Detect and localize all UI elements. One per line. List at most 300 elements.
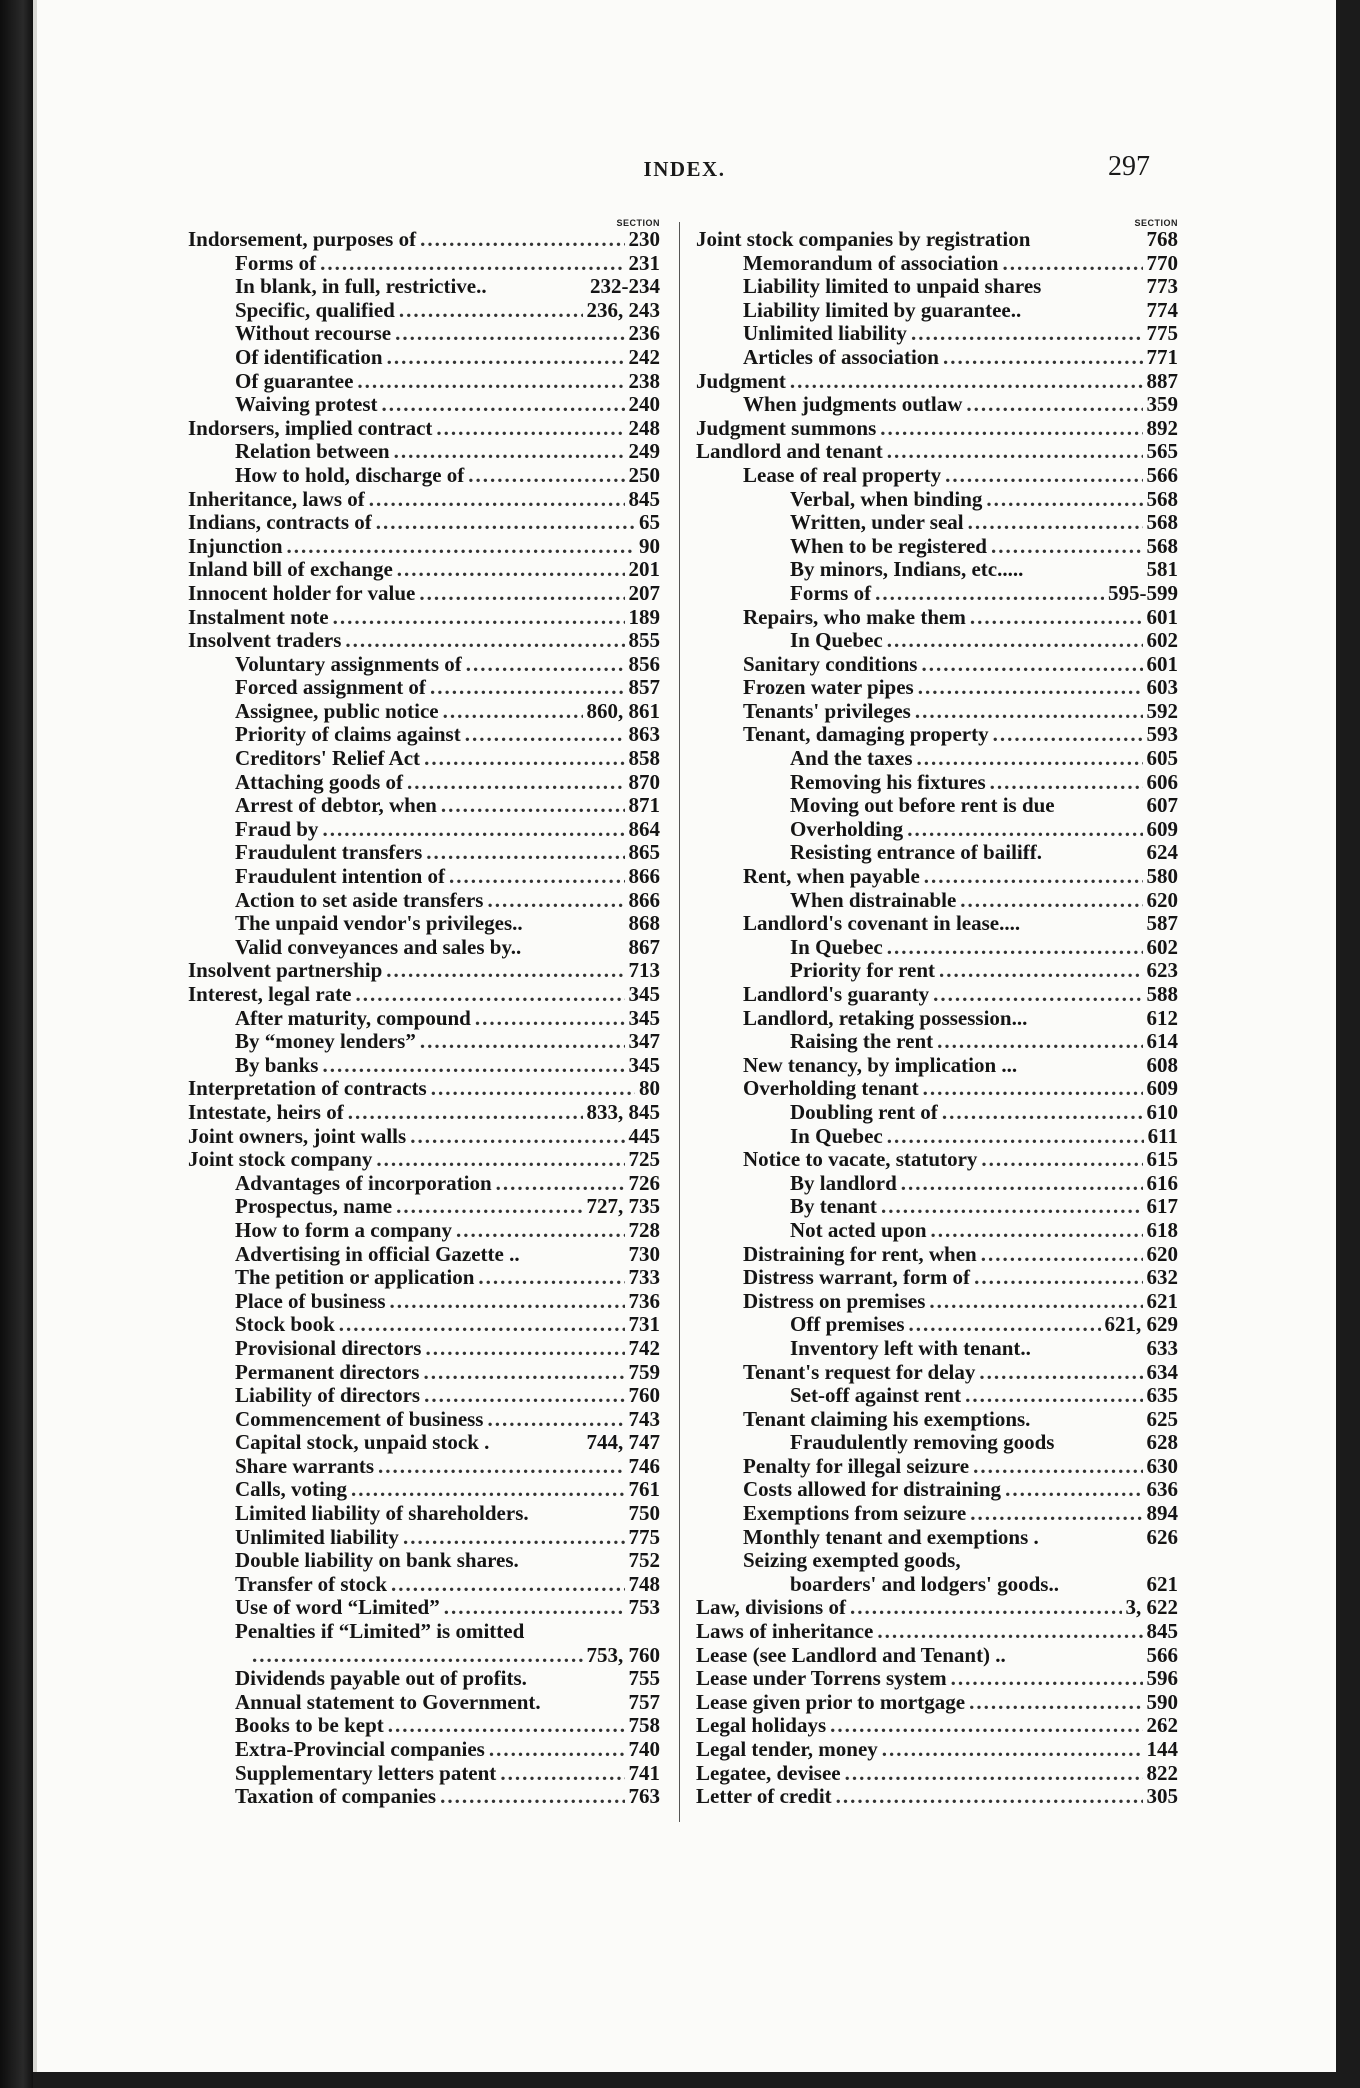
index-entry — [188, 1620, 660, 1644]
index-entry — [188, 1667, 660, 1691]
index-term: In blank, in full, restrictive.. — [235, 274, 487, 299]
dot-leader — [444, 1596, 625, 1620]
index-entry — [188, 1243, 660, 1267]
section-reference: 242 — [628, 344, 660, 369]
dot-leader — [970, 606, 1143, 630]
index-term: Tenant, damaging property — [743, 722, 989, 747]
section-reference: 760 — [628, 1383, 660, 1408]
section-reference: 615 — [1146, 1147, 1178, 1172]
index-entry — [696, 1266, 1178, 1290]
index-term: Joint stock company — [188, 1147, 373, 1172]
section-reference: 568 — [1146, 486, 1178, 511]
index-entry — [188, 1195, 660, 1219]
section-reference: 731 — [628, 1312, 660, 1337]
section-reference: 566 — [1146, 1642, 1178, 1667]
section-reference: 744, 747 — [586, 1430, 660, 1455]
section-reference: 770 — [1146, 250, 1178, 275]
index-entry — [188, 1478, 660, 1502]
index-entry — [696, 299, 1178, 323]
dot-leader — [376, 511, 635, 535]
index-term: Judgment — [696, 368, 786, 393]
index-term: Extra-Provincial companies — [235, 1737, 485, 1761]
book-page — [33, 0, 1336, 2072]
index-entry — [188, 228, 660, 252]
index-entry — [188, 1148, 660, 1172]
index-term: Unlimited liability — [235, 1524, 399, 1549]
section-reference: 606 — [1146, 769, 1178, 794]
index-term: Taxation of companies — [235, 1784, 437, 1809]
index-term: Joint stock companies by registration — [696, 227, 1031, 251]
index-term: Frozen water pipes — [743, 675, 914, 700]
section-reference: 845 — [628, 486, 660, 511]
index-entry — [188, 440, 660, 464]
section-reference: 230 — [628, 227, 660, 251]
index-entry — [188, 1290, 660, 1314]
dot-leader — [496, 1172, 625, 1196]
column-divider — [679, 222, 680, 1822]
index-entry — [188, 346, 660, 370]
index-term: Distraining for rent, when — [743, 1241, 977, 1266]
index-entry — [696, 535, 1178, 559]
dot-leader — [875, 582, 1104, 606]
index-entry — [696, 1549, 1178, 1573]
section-reference: 752 — [628, 1548, 660, 1573]
index-term: Lease given prior to mortgage — [696, 1689, 966, 1714]
index-term: Priority for rent — [790, 958, 936, 983]
index-entry — [188, 771, 660, 795]
index-entry — [696, 1172, 1178, 1196]
index-entry — [188, 1219, 660, 1243]
dot-leader — [430, 676, 625, 700]
section-reference: 845 — [1146, 1619, 1178, 1644]
dot-leader — [921, 653, 1142, 677]
section-reference: 565 — [1146, 439, 1178, 464]
section-reference: 621, 629 — [1104, 1312, 1178, 1337]
dot-leader — [465, 723, 625, 747]
dot-leader — [790, 370, 1143, 394]
index-term: How to form a company — [235, 1217, 452, 1242]
index-entry — [188, 1573, 660, 1597]
index-entry — [696, 1738, 1178, 1762]
section-reference: 3, 622 — [1125, 1595, 1178, 1620]
section-reference: 730 — [628, 1241, 660, 1266]
index-entry — [696, 228, 1178, 252]
dot-leader — [850, 1596, 1122, 1620]
index-entry — [696, 723, 1178, 747]
dot-leader — [441, 794, 625, 818]
dot-leader — [397, 558, 625, 582]
section-reference: 741 — [628, 1760, 660, 1785]
section-reference: 614 — [1146, 1029, 1178, 1054]
index-term: Indians, contracts of — [188, 510, 372, 535]
dot-leader — [376, 1148, 624, 1172]
dot-leader — [907, 818, 1142, 842]
index-entry — [188, 488, 660, 512]
index-term: Overholding — [790, 816, 904, 841]
index-entry — [188, 653, 660, 677]
index-entry — [696, 558, 1178, 582]
section-reference: 232-234 — [590, 274, 660, 299]
section-reference: 262 — [1146, 1713, 1178, 1738]
index-entry — [188, 889, 660, 913]
index-term: Distress on premises — [743, 1288, 926, 1313]
section-reference: 347 — [628, 1029, 660, 1054]
dot-leader — [973, 1455, 1142, 1479]
section-reference: 611 — [1147, 1123, 1178, 1148]
dot-leader — [423, 1361, 624, 1385]
index-term: Legal holidays — [696, 1713, 827, 1738]
section-reference: 610 — [1146, 1099, 1178, 1124]
index-entry — [188, 299, 660, 323]
index-term: Injunction — [188, 533, 283, 558]
section-reference: 568 — [1146, 510, 1178, 535]
index-entry — [188, 511, 660, 535]
dot-leader — [969, 1691, 1142, 1715]
dot-leader — [388, 1714, 625, 1738]
index-entry — [696, 1243, 1178, 1267]
section-reference: 775 — [1146, 321, 1178, 346]
dot-leader — [933, 983, 1142, 1007]
index-entry — [188, 417, 660, 441]
dot-leader — [419, 582, 624, 606]
section-reference: 753 — [628, 1595, 660, 1620]
section-reference: 748 — [628, 1571, 660, 1596]
index-term: By landlord — [790, 1170, 897, 1195]
index-entry — [188, 1313, 660, 1337]
dot-leader — [881, 1195, 1143, 1219]
section-column-label: SECTION — [616, 218, 660, 228]
index-term: Forms of — [235, 250, 317, 275]
index-term: Repairs, who make them — [743, 604, 966, 629]
index-entry — [696, 794, 1178, 818]
dot-leader — [425, 1337, 624, 1361]
index-entry — [188, 1125, 660, 1149]
section-reference: 634 — [1146, 1359, 1178, 1384]
dot-leader — [909, 1313, 1101, 1337]
index-entry — [188, 322, 660, 346]
section-reference: 855 — [628, 628, 660, 653]
index-entry — [696, 771, 1178, 795]
dot-leader — [931, 1219, 1143, 1243]
index-entry — [696, 1596, 1178, 1620]
dot-leader — [436, 417, 624, 441]
section-reference: 727, 735 — [586, 1194, 660, 1219]
dot-leader — [918, 676, 1143, 700]
dot-leader — [399, 299, 583, 323]
index-entry — [696, 606, 1178, 630]
index-term: Landlord, retaking possession... — [743, 1005, 1028, 1030]
dot-leader — [981, 1243, 1143, 1267]
index-entry — [696, 417, 1178, 441]
section-reference: 743 — [628, 1406, 660, 1431]
index-entry — [188, 1714, 660, 1738]
section-reference: 758 — [628, 1713, 660, 1738]
section-reference: 856 — [628, 651, 660, 676]
index-entry — [696, 700, 1178, 724]
index-term: Raising the rent — [790, 1029, 934, 1054]
index-entry — [188, 1549, 660, 1573]
index-term: Action to set aside transfers — [235, 887, 484, 912]
section-reference: 866 — [628, 864, 660, 889]
index-entry — [696, 393, 1178, 417]
section-reference: 860, 861 — [586, 698, 660, 723]
index-term: Forms of — [790, 580, 872, 605]
section-reference: 596 — [1146, 1666, 1178, 1691]
index-entry — [188, 841, 660, 865]
index-entry — [188, 723, 660, 747]
index-entry — [696, 1077, 1178, 1101]
index-entry — [188, 252, 660, 276]
dot-leader — [887, 936, 1143, 960]
index-entry — [696, 1337, 1178, 1361]
index-term: Moving out before rent is due — [790, 793, 1055, 818]
index-entry — [696, 440, 1178, 464]
dot-leader — [386, 959, 624, 983]
index-term: Use of word “Limited” — [235, 1595, 440, 1620]
section-reference: 623 — [1146, 958, 1178, 983]
section-reference: 445 — [628, 1123, 660, 1148]
section-reference: 207 — [628, 580, 660, 605]
index-term: After maturity, compound — [235, 1005, 471, 1030]
dot-leader — [979, 1361, 1142, 1385]
section-reference: 866 — [628, 887, 660, 912]
section-reference: 587 — [1146, 911, 1178, 936]
index-term: Fraudulent transfers — [235, 840, 423, 865]
dot-leader — [923, 1077, 1143, 1101]
dot-leader — [877, 1620, 1142, 1644]
dot-leader — [320, 252, 624, 276]
index-term: Distress warrant, form of — [743, 1265, 971, 1290]
index-term: Interpretation of contracts — [188, 1076, 427, 1101]
section-reference: 236, 243 — [586, 297, 660, 322]
index-entry — [696, 1219, 1178, 1243]
section-reference: 761 — [628, 1477, 660, 1502]
index-term: The petition or application — [235, 1265, 475, 1290]
dot-leader — [369, 488, 625, 512]
index-term: Rent, when payable — [743, 864, 920, 889]
dot-leader — [974, 1266, 1142, 1290]
index-term: Of identification — [235, 344, 383, 369]
index-entry — [188, 1762, 660, 1786]
dot-leader — [960, 889, 1142, 913]
section-reference: 616 — [1146, 1170, 1178, 1195]
index-term: Removing his fixtures — [790, 769, 986, 794]
index-term: Commencement of business — [235, 1406, 484, 1431]
dot-leader — [1003, 252, 1143, 276]
dot-leader — [466, 653, 625, 677]
index-term: Advantages of incorporation — [235, 1170, 492, 1195]
index-term: Articles of association — [743, 344, 939, 369]
section-reference: 238 — [628, 368, 660, 393]
index-entry — [188, 582, 660, 606]
section-reference: 566 — [1146, 462, 1178, 487]
index-term: Annual statement to Government. — [235, 1689, 541, 1714]
section-reference: 868 — [628, 911, 660, 936]
dot-leader — [382, 393, 625, 417]
section-reference: 345 — [628, 1005, 660, 1030]
index-entry — [696, 322, 1178, 346]
index-term: Liability limited to unpaid shares — [743, 274, 1042, 299]
dot-leader — [830, 1714, 1142, 1738]
dot-leader — [487, 889, 624, 913]
dot-leader — [440, 1785, 624, 1809]
index-entry — [696, 629, 1178, 653]
index-term: Fraud by — [235, 816, 319, 841]
section-reference: 249 — [628, 439, 660, 464]
dot-leader — [287, 535, 635, 559]
dot-leader — [378, 1455, 624, 1479]
dot-leader — [887, 629, 1143, 653]
index-entry — [188, 464, 660, 488]
index-entry — [696, 1313, 1178, 1337]
section-reference: 617 — [1146, 1194, 1178, 1219]
section-reference: 621 — [1146, 1571, 1178, 1596]
index-term: Memorandum of association — [743, 250, 999, 275]
section-reference: 581 — [1146, 557, 1178, 582]
index-entry — [188, 794, 660, 818]
index-term: Arrest of debtor, when — [235, 793, 437, 818]
section-reference: 635 — [1146, 1383, 1178, 1408]
index-term: boarders' and lodgers' goods.. — [790, 1571, 1059, 1596]
index-term: Seizing exempted goods, — [743, 1548, 961, 1573]
dot-leader — [339, 1313, 625, 1337]
index-entry — [696, 346, 1178, 370]
dot-leader — [500, 1762, 624, 1786]
index-term: Innocent holder for value — [188, 580, 416, 605]
dot-leader — [968, 511, 1143, 535]
index-entry — [188, 818, 660, 842]
index-term: Waiving protest — [235, 392, 378, 417]
index-entry — [696, 1478, 1178, 1502]
index-entry — [696, 1290, 1178, 1314]
section-reference: 201 — [628, 557, 660, 582]
index-term: Inventory left with tenant.. — [790, 1335, 1031, 1360]
dot-leader — [943, 346, 1143, 370]
dot-leader — [443, 700, 583, 724]
section-reference: 774 — [1146, 297, 1178, 322]
dot-leader — [348, 1101, 583, 1125]
dot-leader — [991, 535, 1143, 559]
dot-leader — [945, 464, 1142, 488]
index-term: Landlord's guaranty — [743, 982, 930, 1006]
index-term: Permanent directors — [235, 1359, 420, 1384]
index-term: Unlimited liability — [743, 321, 907, 346]
index-term: Lease (see Landlord and Tenant) .. — [696, 1642, 1006, 1667]
section-reference: 867 — [628, 934, 660, 959]
index-term: The unpaid vendor's privileges.. — [235, 911, 523, 936]
index-entry — [696, 1431, 1178, 1455]
section-reference: 231 — [628, 250, 660, 275]
index-entry — [188, 535, 660, 559]
section-reference: 768 — [1146, 227, 1178, 251]
index-entry — [696, 511, 1178, 535]
section-reference: 144 — [1146, 1737, 1178, 1761]
dot-leader — [345, 629, 624, 653]
section-reference: 248 — [628, 415, 660, 440]
section-reference: 773 — [1146, 274, 1178, 299]
section-reference: 630 — [1146, 1453, 1178, 1478]
index-term: Inheritance, laws of — [188, 486, 365, 511]
section-reference: 250 — [628, 462, 660, 487]
index-entry — [696, 936, 1178, 960]
index-entry — [188, 1431, 660, 1455]
index-term: Stock book — [235, 1312, 335, 1337]
index-term: Prospectus, name — [235, 1194, 393, 1219]
index-entry — [696, 983, 1178, 1007]
dot-leader — [993, 723, 1143, 747]
index-entry — [696, 1644, 1178, 1668]
index-entry — [188, 983, 660, 1007]
dot-leader — [970, 1502, 1142, 1526]
index-entry — [696, 747, 1178, 771]
index-term: Legatee, devisee — [696, 1760, 841, 1785]
index-term: Verbal, when binding — [790, 486, 983, 511]
index-term: In Quebec — [790, 628, 883, 653]
dot-leader — [355, 983, 624, 1007]
dot-leader — [420, 228, 624, 252]
section-reference: 568 — [1146, 533, 1178, 558]
section-reference: 345 — [628, 982, 660, 1006]
dot-leader — [489, 1738, 625, 1762]
section-reference: 80 — [639, 1076, 660, 1101]
dot-leader — [333, 606, 625, 630]
index-term: Advertising in official Gazette .. — [235, 1241, 520, 1266]
section-reference: 602 — [1146, 934, 1178, 959]
dot-leader — [924, 865, 1143, 889]
dot-leader — [394, 440, 625, 464]
index-term: Fraudulent intention of — [235, 864, 446, 889]
index-entry — [188, 1172, 660, 1196]
dot-leader — [426, 841, 624, 865]
section-reference: 612 — [1146, 1005, 1178, 1030]
index-entry — [696, 488, 1178, 512]
section-reference: 608 — [1146, 1052, 1178, 1077]
section-reference: 775 — [628, 1524, 660, 1549]
section-reference: 580 — [1146, 864, 1178, 889]
dot-leader — [431, 1077, 635, 1101]
index-entry — [696, 1030, 1178, 1054]
index-entry — [696, 1691, 1178, 1715]
index-term: When to be registered — [790, 533, 987, 558]
index-term: Valid conveyances and sales by.. — [235, 934, 522, 959]
section-reference: 887 — [1146, 368, 1178, 393]
section-reference: 607 — [1146, 793, 1178, 818]
dot-leader — [915, 700, 1143, 724]
index-entry — [696, 1455, 1178, 1479]
dot-leader — [986, 488, 1142, 512]
section-reference: 618 — [1146, 1217, 1178, 1242]
index-entry — [696, 1361, 1178, 1385]
index-entry — [696, 1408, 1178, 1432]
index-term: In Quebec — [790, 934, 883, 959]
index-entry — [188, 393, 660, 417]
index-term: Supplementary letters patent — [235, 1760, 497, 1785]
dot-leader — [1005, 1478, 1142, 1502]
index-entry — [696, 1502, 1178, 1526]
index-term: Capital stock, unpaid stock . — [235, 1430, 490, 1455]
index-term: Notice to vacate, statutory — [743, 1147, 978, 1172]
index-term: Sanitary conditions — [743, 651, 918, 676]
index-term: By “money lenders” — [235, 1029, 416, 1054]
index-entry — [188, 1337, 660, 1361]
dot-leader — [942, 1101, 1143, 1125]
section-reference: 305 — [1146, 1784, 1178, 1809]
section-reference: 865 — [628, 840, 660, 865]
index-term: Lease under Torrens system — [696, 1666, 947, 1691]
section-reference: 763 — [628, 1784, 660, 1809]
index-entry — [188, 676, 660, 700]
index-term: Liability of directors — [235, 1383, 421, 1408]
